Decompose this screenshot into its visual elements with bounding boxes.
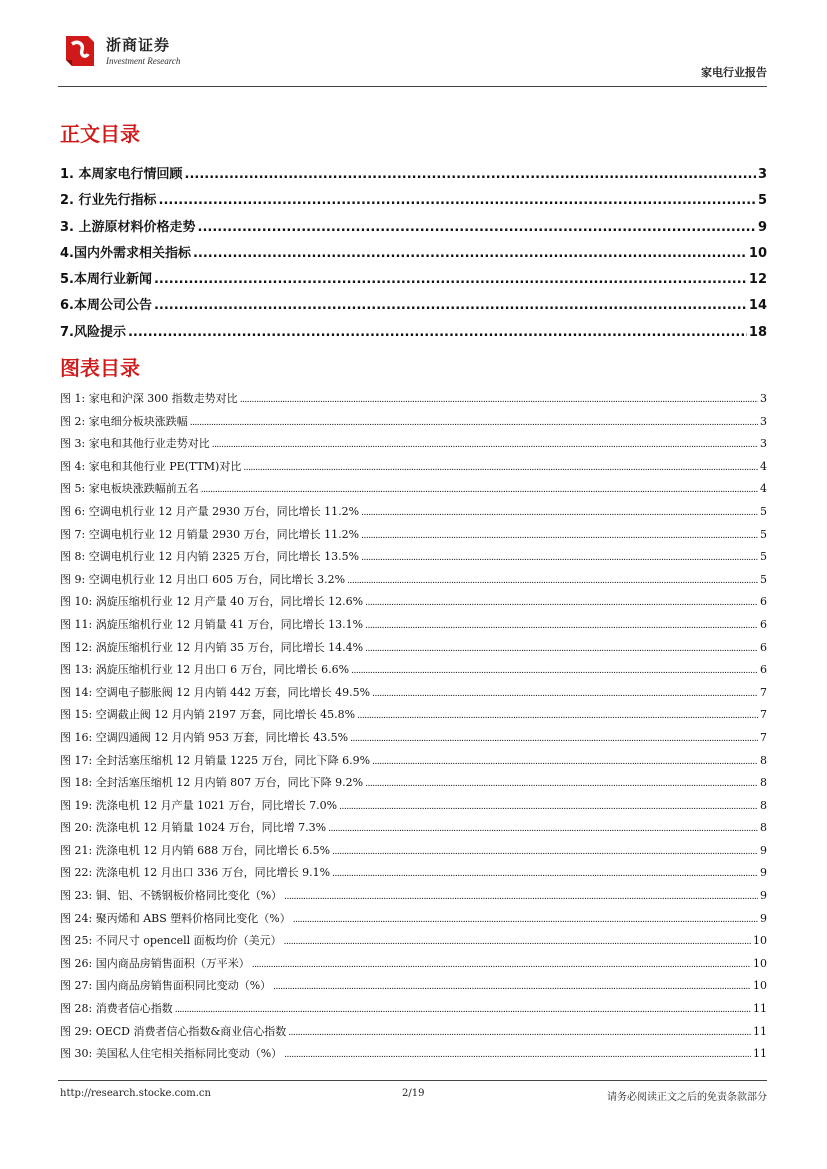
toc-entry-page: 5 [757, 193, 767, 209]
dot-leader [339, 802, 758, 812]
footer-divider [58, 1080, 767, 1081]
figure-entry-page: 5 [760, 504, 767, 518]
figure-list [60, 390, 767, 1068]
toc-entry[interactable] [60, 321, 767, 347]
figure-entry-label: 图 27: 国内商品房销售面积同比变动（%） [60, 979, 272, 993]
figure-entry[interactable] [60, 887, 767, 910]
dot-leader [372, 689, 758, 699]
figure-entry[interactable] [60, 774, 767, 797]
dot-leader [154, 272, 747, 287]
figure-entry-page: 11 [753, 1002, 767, 1016]
dot-leader [332, 847, 758, 857]
figure-entry-page: 5 [760, 550, 767, 564]
figure-entry-page: 6 [760, 617, 767, 631]
dot-leader [372, 757, 758, 767]
dot-leader [185, 167, 756, 182]
figure-entry-label: 图 5: 家电板块涨跌幅前五名 [60, 482, 199, 496]
figure-entry-label: 图 22: 洗涤电机 12 月出口 336 万台，同比增长 9.1% [60, 866, 331, 880]
report-type-label: 家电行业报告 [701, 66, 767, 79]
figure-entry-label: 图 10: 涡旋压缩机行业 12 月产量 40 万台，同比增长 12.6% [60, 595, 364, 609]
toc-entry-label: 1. 本周家电行情回顾 [60, 167, 183, 182]
header-divider [58, 86, 767, 87]
figure-entry-label: 图 2: 家电细分板块涨跌幅 [60, 414, 188, 428]
figure-entry-label: 图 14: 空调电子膨胀阀 12 月内销 442 万套，同比增长 49.5% [60, 685, 371, 699]
toc-entry-page: 10 [748, 245, 767, 261]
footer-disclaimer: 请务必阅读正文之后的免责条款部分 [607, 1092, 767, 1103]
dot-leader [332, 869, 758, 879]
figure-entry-label: 图 8: 空调电机行业 12 月内销 2325 万台，同比增长 13.5% [60, 550, 360, 564]
figure-entry[interactable] [60, 684, 767, 707]
figure-entry-page: 8 [760, 776, 767, 790]
figure-entry-page: 11 [753, 1024, 767, 1038]
figure-entry-page: 7 [760, 708, 767, 722]
figure-entry-label: 图 18: 全封活塞压缩机 12 月内销 807 万台，同比下降 9.2% [60, 776, 364, 790]
page-number: 2/19 [402, 1088, 425, 1099]
figure-entry[interactable] [60, 503, 767, 526]
figure-entry-page: 5 [760, 527, 767, 541]
figure-entry[interactable] [60, 548, 767, 571]
dot-leader [365, 621, 758, 631]
figure-entry-label: 图 29: OECD 消费者信心指数&商业信心指数 [60, 1024, 287, 1038]
toc-entry-page: 18 [748, 324, 767, 340]
toc-entry-label: 5.本周行业新闻 [60, 272, 152, 288]
figure-entry[interactable] [60, 842, 767, 865]
figure-entry-page: 3 [760, 437, 767, 451]
figure-entry-page: 10 [753, 934, 767, 948]
figure-entry-label: 图 6: 空调电机行业 12 月产量 2930 万台，同比增长 11.2% [60, 504, 360, 518]
dot-leader [351, 666, 758, 676]
figure-entry-page: 9 [760, 889, 767, 903]
footer-url[interactable]: http://research.stocke.com.cn [60, 1088, 211, 1099]
figure-entry-label: 图 13: 涡旋压缩机行业 12 月出口 6 万台，同比增长 6.6% [60, 663, 350, 677]
figure-entry-page: 3 [760, 414, 767, 428]
figure-entry-page: 6 [760, 595, 767, 609]
figure-entry[interactable] [60, 435, 767, 458]
dot-leader [328, 824, 758, 834]
figure-entry-label: 图 23: 铜、铝、不锈钢板价格同比变化（%） [60, 889, 283, 903]
figure-entry-label: 图 12: 涡旋压缩机行业 12 月内销 35 万台，同比增长 14.4% [60, 640, 364, 654]
dot-leader [350, 734, 758, 744]
toc-entry-label: 6.本周公司公告 [60, 298, 152, 314]
figure-entry-page: 9 [760, 911, 767, 925]
toc-entry[interactable] [60, 189, 767, 215]
dot-leader [284, 1050, 751, 1060]
figure-entry-label: 图 30: 美国私人住宅相关指标同比变动（%） [60, 1047, 283, 1061]
toc-entry[interactable] [60, 163, 767, 189]
figure-entry[interactable] [60, 526, 767, 549]
figure-entry-label: 图 9: 空调电机行业 12 月出口 605 万台，同比增长 3.2% [60, 572, 346, 586]
figure-entry[interactable] [60, 729, 767, 752]
figure-entry[interactable] [60, 977, 767, 1000]
dot-leader [365, 598, 758, 608]
dot-leader [212, 440, 758, 450]
figure-entry[interactable] [60, 1023, 767, 1046]
figure-entry-page: 4 [760, 459, 767, 473]
toc-entry-label: 7.风险提示 [60, 324, 126, 340]
toc-entry-page: 9 [757, 219, 767, 235]
dot-leader [365, 644, 758, 654]
toc-entry-page: 14 [748, 298, 767, 314]
figure-entry-page: 5 [760, 572, 767, 586]
toc-entry-label: 4.国内外需求相关指标 [60, 245, 191, 261]
toc-entry[interactable] [60, 294, 767, 320]
figure-entry[interactable] [60, 390, 767, 413]
figure-entry[interactable] [60, 1045, 767, 1068]
figure-entry-label: 图 19: 洗涤电机 12 月产量 1021 万台，同比增长 7.0% [60, 798, 338, 812]
figure-entry-label: 图 11: 涡旋压缩机行业 12 月销量 41 万台，同比增长 13.1% [60, 617, 364, 631]
dot-leader [288, 1028, 751, 1038]
figure-entry[interactable] [60, 932, 767, 955]
dot-leader [347, 576, 758, 586]
figure-entry[interactable] [60, 819, 767, 842]
dot-leader [243, 463, 758, 473]
figure-entry-page: 11 [753, 1047, 767, 1061]
figure-entry-page: 3 [760, 392, 767, 405]
figure-entry-page: 8 [760, 798, 767, 812]
brand-name: 浙商证券 [106, 36, 171, 54]
figure-entry-label: 图 25: 不同尺寸 opencell 面板均价（美元） [60, 934, 282, 948]
dot-leader [128, 325, 747, 340]
figure-entry[interactable] [60, 797, 767, 820]
figure-entry-label: 图 24: 聚丙烯和 ABS 塑料价格同比变化（%） [60, 911, 291, 925]
toc-entry-page: 3 [757, 167, 767, 182]
company-logo-icon [58, 30, 102, 74]
figure-entry-label: 图 26: 国内商品房销售面积（万平米） [60, 956, 250, 970]
dot-leader [159, 193, 756, 208]
toc-entry-label: 2. 行业先行指标 [60, 193, 157, 209]
dot-leader [252, 960, 751, 970]
figure-entry-page: 10 [753, 979, 767, 993]
figure-entry-label: 图 7: 空调电机行业 12 月销量 2930 万台，同比增长 11.2% [60, 527, 360, 541]
figure-entry-page: 8 [760, 753, 767, 767]
dot-leader [361, 531, 758, 541]
toc-entry[interactable] [60, 242, 767, 268]
figure-entry-label: 图 3: 家电和其他行业走势对比 [60, 437, 210, 451]
figure-entry-page: 10 [753, 956, 767, 970]
figure-entry-label: 图 21: 洗涤电机 12 月内销 688 万台，同比增长 6.5% [60, 843, 331, 857]
dot-leader [193, 246, 747, 261]
figure-entry[interactable] [60, 661, 767, 684]
figure-entry-page: 9 [760, 843, 767, 857]
figure-entry-label: 图 20: 洗涤电机 12 月销量 1024 万台，同比增 7.3% [60, 821, 327, 835]
figure-entry-label: 图 28: 消费者信心指数 [60, 1002, 173, 1016]
dot-leader [201, 485, 758, 495]
figure-entry[interactable] [60, 458, 767, 481]
figure-entry[interactable] [60, 864, 767, 887]
figure-list-title: 图表目录 [60, 356, 140, 380]
figure-entry[interactable] [60, 571, 767, 594]
brand-subtitle: Investment Research [106, 56, 181, 66]
figure-entry-page: 6 [760, 663, 767, 677]
figure-entry-label: 图 4: 家电和其他行业 PE(TTM)对比 [60, 459, 242, 473]
figure-entry[interactable] [60, 1000, 767, 1023]
dot-leader [190, 418, 758, 428]
toc-entry[interactable] [60, 216, 767, 242]
figure-entry-page: 4 [760, 482, 767, 496]
toc-list [60, 163, 767, 347]
figure-entry-page: 7 [760, 730, 767, 744]
figure-entry[interactable] [60, 593, 767, 616]
dot-leader [273, 982, 751, 992]
dot-leader [240, 395, 758, 405]
figure-entry-label: 图 16: 空调四通阀 12 月内销 953 万套，同比增长 43.5% [60, 730, 349, 744]
figure-entry-page: 6 [760, 640, 767, 654]
figure-entry[interactable] [60, 752, 767, 775]
figure-entry-label: 图 17: 全封活塞压缩机 12 月销量 1225 万台，同比下降 6.9% [60, 753, 371, 767]
figure-entry-page: 7 [760, 685, 767, 699]
figure-entry-page: 9 [760, 866, 767, 880]
dot-leader [357, 711, 758, 721]
figure-entry[interactable] [60, 616, 767, 639]
dot-leader [293, 915, 758, 925]
dot-leader [198, 220, 756, 235]
figure-entry[interactable] [60, 706, 767, 729]
dot-leader [284, 937, 751, 947]
figure-entry[interactable] [60, 639, 767, 662]
dot-leader [361, 508, 758, 518]
toc-entry-page: 12 [748, 272, 767, 288]
figure-entry[interactable] [60, 955, 767, 978]
dot-leader [361, 553, 758, 563]
toc-title: 正文目录 [60, 122, 140, 146]
figure-entry-label: 图 15: 空调截止阀 12 月内销 2197 万套，同比增长 45.8% [60, 708, 356, 722]
dot-leader [175, 1005, 751, 1015]
toc-entry[interactable] [60, 268, 767, 294]
toc-entry-label: 3. 上游原材料价格走势 [60, 219, 196, 235]
dot-leader [284, 892, 758, 902]
figure-entry[interactable] [60, 413, 767, 436]
figure-entry[interactable] [60, 480, 767, 503]
figure-entry-page: 8 [760, 821, 767, 835]
figure-entry[interactable] [60, 910, 767, 933]
dot-leader [365, 779, 758, 789]
page-header [58, 28, 767, 86]
figure-entry-label: 图 1: 家电和沪深 300 指数走势对比 [60, 392, 238, 405]
dot-leader [154, 298, 747, 313]
